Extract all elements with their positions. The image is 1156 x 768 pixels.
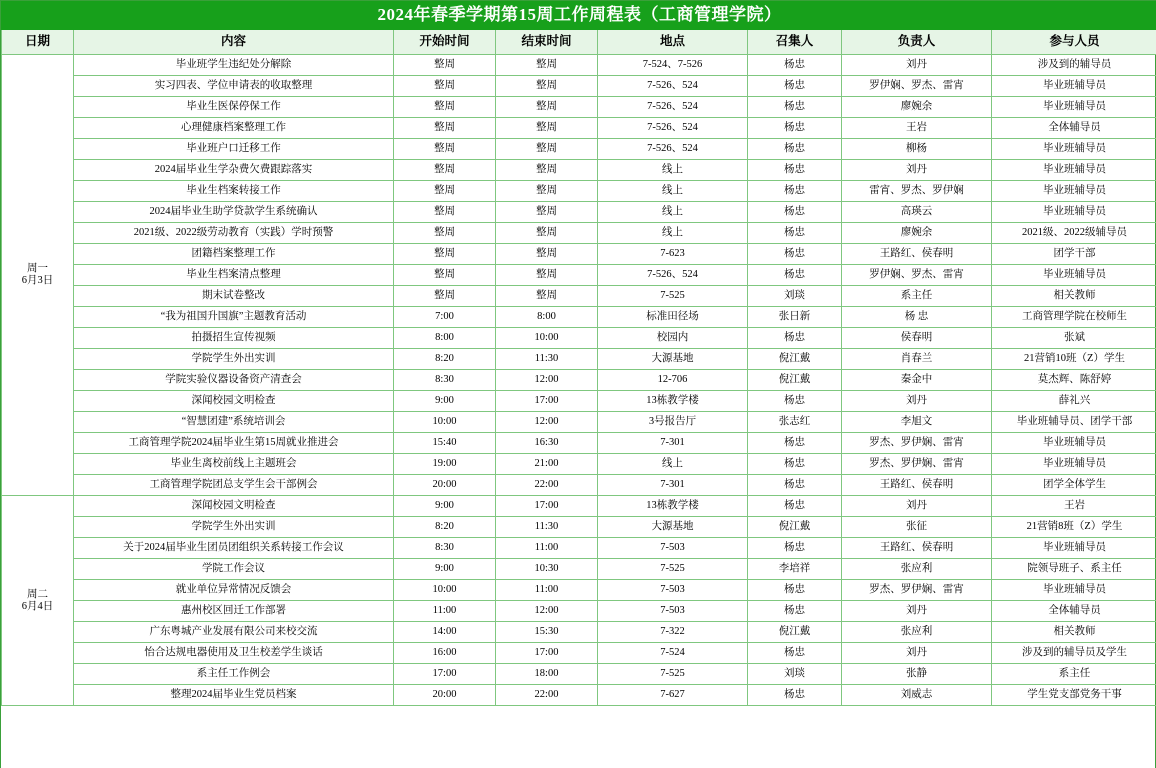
table-row <box>2 643 1156 664</box>
cell-start-time: 19:00 <box>394 454 496 475</box>
cell-content: “我为祖国升国旗”主题教育活动 <box>74 307 394 328</box>
cell-start-time: 整周 <box>394 118 496 139</box>
cell-start-time: 10:00 <box>394 580 496 601</box>
cell-caller: 杨忠 <box>748 181 842 202</box>
cell-end-time: 22:00 <box>496 685 598 706</box>
cell-start-time: 20:00 <box>394 475 496 496</box>
cell-content: 工商管理学院团总支学生会干部例会 <box>74 475 394 496</box>
cell-participants: 毕业班辅导员 <box>992 580 1156 601</box>
day-label-cell <box>2 55 74 496</box>
cell-place: 线上 <box>598 181 748 202</box>
cell-end-time: 整周 <box>496 181 598 202</box>
cell-participants: 王岩 <box>992 496 1156 517</box>
cell-end-time: 整周 <box>496 223 598 244</box>
cell-end-time: 整周 <box>496 76 598 97</box>
cell-owner: 秦金中 <box>842 370 992 391</box>
cell-participants: 毕业班辅导员、团学干部 <box>992 412 1156 433</box>
cell-end-time: 18:00 <box>496 664 598 685</box>
cell-start-time: 9:00 <box>394 496 496 517</box>
cell-owner: 罗杰、罗伊娴、雷宵 <box>842 580 992 601</box>
cell-content: 就业单位异常情况反馈会 <box>74 580 394 601</box>
cell-owner: 张征 <box>842 517 992 538</box>
cell-participants: 涉及到的辅导员及学生 <box>992 643 1156 664</box>
cell-start-time: 9:00 <box>394 391 496 412</box>
cell-end-time: 12:00 <box>496 412 598 433</box>
cell-owner: 刘丹 <box>842 496 992 517</box>
cell-content: 拍摄招生宣传视频 <box>74 328 394 349</box>
cell-owner: 柳杨 <box>842 139 992 160</box>
cell-participants: 2021级、2022级辅导员 <box>992 223 1156 244</box>
cell-owner: 刘丹 <box>842 160 992 181</box>
cell-caller: 杨忠 <box>748 538 842 559</box>
day-label-weekday: 周一 <box>27 263 48 275</box>
cell-caller: 杨忠 <box>748 97 842 118</box>
table-row <box>2 223 1156 244</box>
table-row <box>2 97 1156 118</box>
cell-participants: 涉及到的辅导员 <box>992 55 1156 76</box>
cell-start-time: 整周 <box>394 139 496 160</box>
cell-place: 7-301 <box>598 433 748 454</box>
cell-caller: 杨忠 <box>748 160 842 181</box>
table-row <box>2 370 1156 391</box>
cell-participants: 毕业班辅导员 <box>992 433 1156 454</box>
table-row <box>2 538 1156 559</box>
cell-start-time: 10:00 <box>394 412 496 433</box>
cell-owner: 侯春明 <box>842 328 992 349</box>
cell-owner: 刘丹 <box>842 55 992 76</box>
cell-participants: 毕业班辅导员 <box>992 76 1156 97</box>
cell-caller: 刘琰 <box>748 286 842 307</box>
cell-content: 系主任工作例会 <box>74 664 394 685</box>
cell-content: 团籍档案整理工作 <box>74 244 394 265</box>
table-row <box>2 181 1156 202</box>
cell-content: 毕业班学生违纪处分解除 <box>74 55 394 76</box>
cell-participants: 学生党支部党务干事 <box>992 685 1156 706</box>
cell-caller: 李培祥 <box>748 559 842 580</box>
cell-end-time: 10:00 <box>496 328 598 349</box>
cell-place: 7-525 <box>598 664 748 685</box>
cell-content: 2024届毕业生学杂费欠费跟踪落实 <box>74 160 394 181</box>
cell-end-time: 10:30 <box>496 559 598 580</box>
page-title: 2024年春季学期第15周工作周程表（工商管理学院） <box>2 2 1156 30</box>
cell-participants: 毕业班辅导员 <box>992 139 1156 160</box>
cell-place: 7-526、524 <box>598 139 748 160</box>
cell-start-time: 整周 <box>394 202 496 223</box>
cell-start-time: 整周 <box>394 223 496 244</box>
cell-start-time: 7:00 <box>394 307 496 328</box>
cell-content: 2021级、2022级劳动教育（实践）学时预警 <box>74 223 394 244</box>
cell-place: 13栋教学楼 <box>598 391 748 412</box>
cell-start-time: 8:20 <box>394 517 496 538</box>
cell-start-time: 8:30 <box>394 370 496 391</box>
cell-end-time: 整周 <box>496 244 598 265</box>
cell-caller: 倪江戴 <box>748 517 842 538</box>
cell-caller: 杨忠 <box>748 580 842 601</box>
cell-place: 7-524、7-526 <box>598 55 748 76</box>
cell-participants: 毕业班辅导员 <box>992 160 1156 181</box>
column-header-caller: 召集人 <box>748 30 842 55</box>
cell-start-time: 整周 <box>394 286 496 307</box>
cell-caller: 杨忠 <box>748 391 842 412</box>
table-row <box>2 349 1156 370</box>
cell-end-time: 11:00 <box>496 580 598 601</box>
cell-caller: 杨忠 <box>748 244 842 265</box>
table-row <box>2 55 1156 76</box>
cell-place: 7-525 <box>598 559 748 580</box>
cell-end-time: 整周 <box>496 286 598 307</box>
cell-content: 深闻校园文明检查 <box>74 391 394 412</box>
cell-place: 大源基地 <box>598 349 748 370</box>
cell-caller: 杨忠 <box>748 328 842 349</box>
cell-place: 7-623 <box>598 244 748 265</box>
table-row <box>2 622 1156 643</box>
cell-caller: 刘琰 <box>748 664 842 685</box>
table-row <box>2 328 1156 349</box>
cell-participants: 莫杰辉、陈舒婷 <box>992 370 1156 391</box>
cell-start-time: 8:30 <box>394 538 496 559</box>
cell-place: 7-503 <box>598 580 748 601</box>
table-row <box>2 76 1156 97</box>
cell-participants: 相关教师 <box>992 622 1156 643</box>
day-label-weekday: 周二 <box>27 588 48 600</box>
cell-end-time: 整周 <box>496 118 598 139</box>
cell-participants: 毕业班辅导员 <box>992 265 1156 286</box>
column-header-date: 日期 <box>2 30 74 55</box>
table-row <box>2 286 1156 307</box>
cell-caller: 倪江戴 <box>748 370 842 391</box>
cell-content: 广东粤城产业发展有限公司来校交流 <box>74 622 394 643</box>
cell-participants: 毕业班辅导员 <box>992 181 1156 202</box>
table-row <box>2 202 1156 223</box>
cell-start-time: 整周 <box>394 97 496 118</box>
cell-owner: 廖婉余 <box>842 97 992 118</box>
table-row <box>2 433 1156 454</box>
cell-owner: 刘丹 <box>842 601 992 622</box>
cell-place: 7-524 <box>598 643 748 664</box>
cell-caller: 杨忠 <box>748 643 842 664</box>
cell-caller: 杨忠 <box>748 118 842 139</box>
cell-participants: 毕业班辅导员 <box>992 454 1156 475</box>
cell-participants: 毕业班辅导员 <box>992 97 1156 118</box>
cell-start-time: 20:00 <box>394 685 496 706</box>
cell-owner: 王路红、侯春明 <box>842 475 992 496</box>
cell-start-time: 11:00 <box>394 601 496 622</box>
cell-content: 期末试卷整改 <box>74 286 394 307</box>
cell-end-time: 17:00 <box>496 643 598 664</box>
cell-participants: 全体辅导员 <box>992 601 1156 622</box>
cell-start-time: 整周 <box>394 55 496 76</box>
cell-content: 关于2024届毕业生团员团组织关系转接工作会议 <box>74 538 394 559</box>
cell-caller: 倪江戴 <box>748 349 842 370</box>
cell-participants: 21营销8班（Z）学生 <box>992 517 1156 538</box>
table-header-row <box>2 30 1156 55</box>
cell-end-time: 17:00 <box>496 391 598 412</box>
column-header-start-time: 开始时间 <box>394 30 496 55</box>
cell-caller: 杨忠 <box>748 202 842 223</box>
table-row <box>2 454 1156 475</box>
cell-participants: 全体辅导员 <box>992 118 1156 139</box>
cell-place: 3号报告厅 <box>598 412 748 433</box>
cell-end-time: 11:30 <box>496 517 598 538</box>
column-header-place: 地点 <box>598 30 748 55</box>
cell-owner: 张应利 <box>842 622 992 643</box>
cell-owner: 罗伊娴、罗杰、雷宵 <box>842 76 992 97</box>
cell-end-time: 整周 <box>496 55 598 76</box>
table-row <box>2 685 1156 706</box>
cell-participants: 工商管理学院在校师生 <box>992 307 1156 328</box>
cell-content: 整理2024届毕业生党员档案 <box>74 685 394 706</box>
cell-start-time: 整周 <box>394 160 496 181</box>
table-row <box>2 118 1156 139</box>
cell-start-time: 15:40 <box>394 433 496 454</box>
table-row <box>2 664 1156 685</box>
cell-place: 校园内 <box>598 328 748 349</box>
cell-start-time: 整周 <box>394 76 496 97</box>
cell-end-time: 21:00 <box>496 454 598 475</box>
table-row <box>2 139 1156 160</box>
column-header-end-time: 结束时间 <box>496 30 598 55</box>
cell-participants: 团学全体学生 <box>992 475 1156 496</box>
cell-caller: 杨忠 <box>748 454 842 475</box>
cell-end-time: 整周 <box>496 160 598 181</box>
cell-owner: 高瑛云 <box>842 202 992 223</box>
cell-participants: 系主任 <box>992 664 1156 685</box>
cell-end-time: 整周 <box>496 202 598 223</box>
cell-participants: 薛礼兴 <box>992 391 1156 412</box>
cell-owner: 李旭文 <box>842 412 992 433</box>
cell-caller: 杨忠 <box>748 475 842 496</box>
cell-caller: 张志红 <box>748 412 842 433</box>
cell-caller: 杨忠 <box>748 496 842 517</box>
cell-place: 7-503 <box>598 538 748 559</box>
cell-participants: 毕业班辅导员 <box>992 202 1156 223</box>
table-row <box>2 559 1156 580</box>
cell-owner: 杨 忠 <box>842 307 992 328</box>
day-label-date: 6月4日 <box>21 600 54 612</box>
cell-caller: 杨忠 <box>748 601 842 622</box>
cell-start-time: 整周 <box>394 244 496 265</box>
table-row <box>2 244 1156 265</box>
cell-place: 7-526、524 <box>598 76 748 97</box>
cell-owner: 张应利 <box>842 559 992 580</box>
schedule-table <box>1 1 1156 706</box>
table-row <box>2 517 1156 538</box>
cell-start-time: 14:00 <box>394 622 496 643</box>
table-row <box>2 265 1156 286</box>
cell-end-time: 11:00 <box>496 538 598 559</box>
cell-content: 学院学生外出实训 <box>74 517 394 538</box>
cell-owner: 刘丹 <box>842 391 992 412</box>
cell-place: 7-526、524 <box>598 118 748 139</box>
cell-place: 线上 <box>598 160 748 181</box>
cell-caller: 杨忠 <box>748 223 842 244</box>
cell-end-time: 12:00 <box>496 370 598 391</box>
column-header-owner: 负责人 <box>842 30 992 55</box>
cell-content: 工商管理学院2024届毕业生第15周就业推进会 <box>74 433 394 454</box>
cell-start-time: 9:00 <box>394 559 496 580</box>
cell-owner: 王路红、侯春明 <box>842 538 992 559</box>
cell-owner: 刘威志 <box>842 685 992 706</box>
cell-end-time: 整周 <box>496 265 598 286</box>
table-row <box>2 580 1156 601</box>
cell-participants: 毕业班辅导员 <box>992 538 1156 559</box>
cell-content: 学院工作会议 <box>74 559 394 580</box>
table-row <box>2 475 1156 496</box>
cell-place: 13栋教学楼 <box>598 496 748 517</box>
cell-content: 毕业生医保停保工作 <box>74 97 394 118</box>
cell-content: 怡合达规电器使用及卫生校差学生谈话 <box>74 643 394 664</box>
table-row <box>2 391 1156 412</box>
cell-start-time: 8:00 <box>394 328 496 349</box>
cell-content: 实习四表、学位申请表的收取整理 <box>74 76 394 97</box>
cell-start-time: 16:00 <box>394 643 496 664</box>
column-header-content: 内容 <box>74 30 394 55</box>
table-row <box>2 496 1156 517</box>
cell-owner: 罗伊娴、罗杰、雷宵 <box>842 265 992 286</box>
cell-caller: 倪江戴 <box>748 622 842 643</box>
cell-participants: 团学干部 <box>992 244 1156 265</box>
cell-place: 7-526、524 <box>598 97 748 118</box>
cell-content: 毕业生档案转接工作 <box>74 181 394 202</box>
cell-content: 深闻校园文明检查 <box>74 496 394 517</box>
cell-place: 12-706 <box>598 370 748 391</box>
cell-end-time: 8:00 <box>496 307 598 328</box>
cell-place: 线上 <box>598 223 748 244</box>
cell-end-time: 整周 <box>496 97 598 118</box>
cell-caller: 杨忠 <box>748 76 842 97</box>
cell-end-time: 16:30 <box>496 433 598 454</box>
cell-owner: 雷宵、罗杰、罗伊娴 <box>842 181 992 202</box>
cell-end-time: 22:00 <box>496 475 598 496</box>
cell-content: 毕业班户口迁移工作 <box>74 139 394 160</box>
cell-place: 7-503 <box>598 601 748 622</box>
cell-start-time: 17:00 <box>394 664 496 685</box>
cell-owner: 刘丹 <box>842 643 992 664</box>
table-title-row <box>2 2 1156 30</box>
table-row <box>2 160 1156 181</box>
cell-participants: 院领导班子、系主任 <box>992 559 1156 580</box>
day-label-cell <box>2 496 74 706</box>
cell-end-time: 11:30 <box>496 349 598 370</box>
cell-owner: 廖婉余 <box>842 223 992 244</box>
cell-caller: 张日新 <box>748 307 842 328</box>
cell-participants: 21营销10班（Z）学生 <box>992 349 1156 370</box>
cell-content: 毕业生档案清点整理 <box>74 265 394 286</box>
cell-content: 心理健康档案整理工作 <box>74 118 394 139</box>
cell-owner: 肖春兰 <box>842 349 992 370</box>
cell-owner: 王路红、侯春明 <box>842 244 992 265</box>
cell-caller: 杨忠 <box>748 265 842 286</box>
cell-place: 7-627 <box>598 685 748 706</box>
cell-place: 7-322 <box>598 622 748 643</box>
table-row <box>2 412 1156 433</box>
table-row <box>2 601 1156 622</box>
day-label-date: 6月3日 <box>21 275 54 286</box>
cell-start-time: 整周 <box>394 265 496 286</box>
cell-place: 7-525 <box>598 286 748 307</box>
cell-end-time: 17:00 <box>496 496 598 517</box>
cell-owner: 罗杰、罗伊娴、雷宵 <box>842 454 992 475</box>
cell-content: 2024届毕业生助学贷款学生系统确认 <box>74 202 394 223</box>
cell-place: 7-301 <box>598 475 748 496</box>
cell-start-time: 整周 <box>394 181 496 202</box>
column-header-participants: 参与人员 <box>992 30 1156 55</box>
cell-place: 标准田径场 <box>598 307 748 328</box>
cell-owner: 王岩 <box>842 118 992 139</box>
cell-end-time: 12:00 <box>496 601 598 622</box>
cell-content: 学院学生外出实训 <box>74 349 394 370</box>
cell-place: 7-526、524 <box>598 265 748 286</box>
cell-place: 线上 <box>598 202 748 223</box>
cell-content: “智慧团建”系统培训会 <box>74 412 394 433</box>
cell-owner: 系主任 <box>842 286 992 307</box>
cell-end-time: 15:30 <box>496 622 598 643</box>
cell-owner: 罗杰、罗伊娴、雷宵 <box>842 433 992 454</box>
cell-start-time: 8:20 <box>394 349 496 370</box>
cell-caller: 杨忠 <box>748 685 842 706</box>
cell-caller: 杨忠 <box>748 433 842 454</box>
cell-owner: 张静 <box>842 664 992 685</box>
cell-participants: 张斌 <box>992 328 1156 349</box>
cell-content: 惠州校区回迁工作部署 <box>74 601 394 622</box>
cell-caller: 杨忠 <box>748 55 842 76</box>
cell-content: 学院实验仪器设备资产清查会 <box>74 370 394 391</box>
cell-caller: 杨忠 <box>748 139 842 160</box>
cell-end-time: 整周 <box>496 139 598 160</box>
cell-place: 线上 <box>598 454 748 475</box>
table-row <box>2 307 1156 328</box>
cell-content: 毕业生离校前线上主题班会 <box>74 454 394 475</box>
cell-participants: 相关教师 <box>992 286 1156 307</box>
cell-place: 大源基地 <box>598 517 748 538</box>
